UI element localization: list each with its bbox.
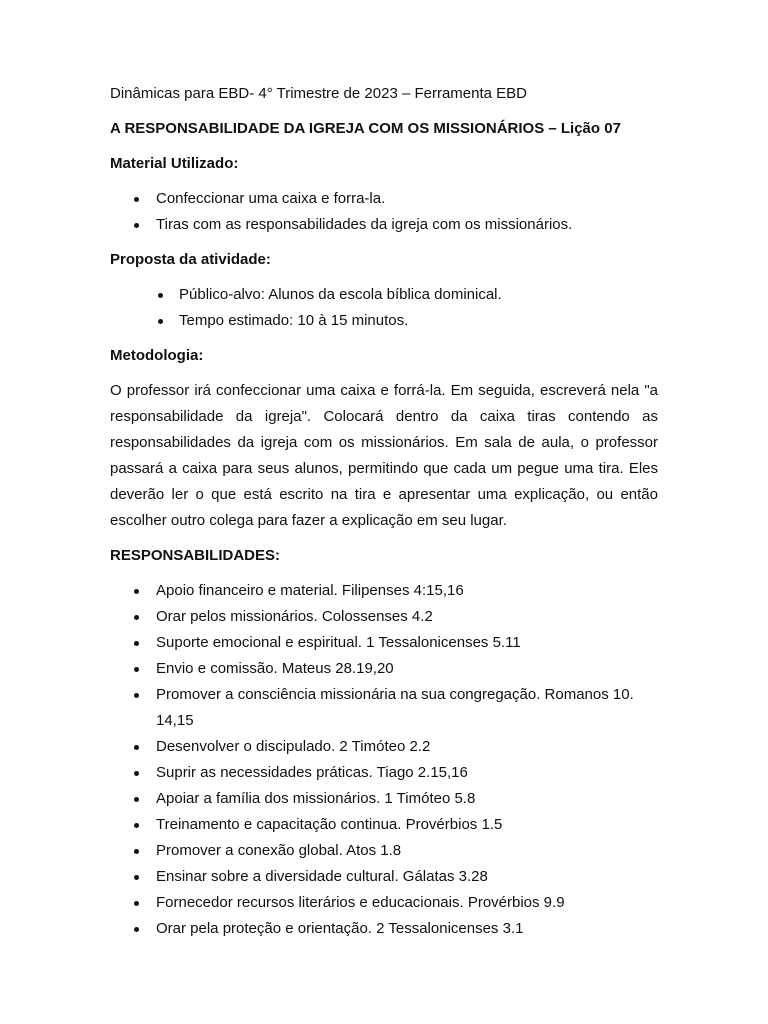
responsabilidade-item: Ensinar sobre a diversidade cultural. Gálatas 3.28 bbox=[110, 864, 658, 890]
responsabilidade-item: Treinamento e capacitação continua. Provérbios 1.5 bbox=[110, 812, 658, 838]
responsabilidade-item: Promover a consciência missionária na sua congregação. Romanos 10. 14,15 bbox=[110, 682, 658, 734]
material-list bbox=[110, 186, 658, 238]
metodologia-heading: Metodologia: bbox=[110, 347, 204, 364]
responsabilidades-list bbox=[110, 578, 658, 942]
document-header: Dinâmicas para EBD- 4° Trimestre de 2023 – Ferramenta EBD bbox=[110, 85, 527, 102]
responsabilidade-item: Suporte emocional e espiritual. 1 Tessalonicenses 5.11 bbox=[110, 630, 658, 656]
material-item: Confeccionar uma caixa e forra-la. bbox=[110, 186, 658, 212]
lesson-title: A RESPONSABILIDADE DA IGREJA COM OS MISSIONÁRIOS – Lição 07 bbox=[110, 120, 621, 137]
proposta-heading: Proposta da atividade: bbox=[110, 251, 271, 268]
proposta-list bbox=[110, 282, 658, 334]
document-content bbox=[110, 81, 658, 942]
material-heading: Material Utilizado: bbox=[110, 155, 239, 172]
responsabilidade-item: Orar pelos missionários. Colossenses 4.2 bbox=[110, 604, 658, 630]
proposta-item: Tempo estimado: 10 à 15 minutos. bbox=[110, 308, 658, 334]
material-item: Tiras com as responsabilidades da igreja com os missionários. bbox=[110, 212, 658, 238]
responsabilidade-item: Orar pela proteção e orientação. 2 Tessalonicenses 3.1 bbox=[110, 916, 658, 942]
responsabilidade-item: Suprir as necessidades práticas. Tiago 2.15,16 bbox=[110, 760, 658, 786]
proposta-item: Público-alvo: Alunos da escola bíblica dominical. bbox=[110, 282, 658, 308]
responsabilidade-item: Apoiar a família dos missionários. 1 Timóteo 5.8 bbox=[110, 786, 658, 812]
responsabilidade-item: Fornecedor recursos literários e educacionais. Provérbios 9.9 bbox=[110, 890, 658, 916]
responsabilidade-item: Apoio financeiro e material. Filipenses 4:15,16 bbox=[110, 578, 658, 604]
responsabilidade-item: Desenvolver o discipulado. 2 Timóteo 2.2 bbox=[110, 734, 658, 760]
responsabilidade-item: Envio e comissão. Mateus 28.19,20 bbox=[110, 656, 658, 682]
metodologia-paragraph: O professor irá confeccionar uma caixa e forrá-la. Em seguida, escreverá nela "a responsabilidade da igreja". Colocará dentro da caixa tiras contendo as responsabilidades da igreja com os missionários. Em sala de aula, o professor passará a caixa para seus alunos, permitindo que cada um pegue uma tira. Eles deverão ler o que está escrito na tira e apresentar uma explicação, ou então escolher outro colega para fazer a explicação em seu lugar. bbox=[110, 382, 658, 529]
responsabilidades-heading: RESPONSABILIDADES: bbox=[110, 547, 281, 564]
responsabilidade-item: Promover a conexão global. Atos 1.8 bbox=[110, 838, 658, 864]
